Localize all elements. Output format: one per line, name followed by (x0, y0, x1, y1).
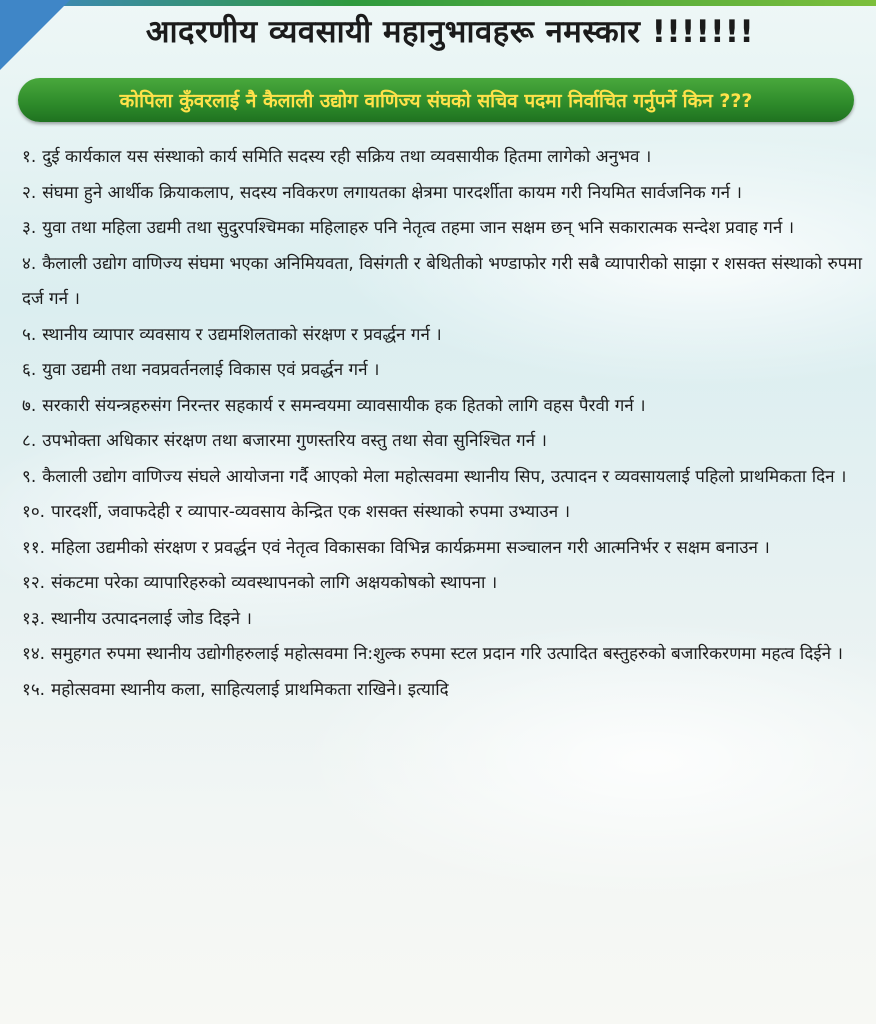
item-number: ७. (22, 395, 37, 416)
list-item (22, 176, 862, 212)
item-text: महिला उद्यमीको संरक्षण र प्रवर्द्धन एवं नेतृत्व विकासका विभिन्न कार्यक्रममा सञ्चालन गरी आत्मनिर्भर र सक्षम बनाउन । (51, 537, 770, 558)
list-item (22, 495, 862, 531)
item-number: ५. (22, 324, 37, 345)
item-number: १२. (22, 573, 46, 593)
item-number: १५. (22, 679, 46, 700)
item-number: १४. (22, 644, 46, 664)
item-number: ६. (22, 360, 37, 380)
list-item (22, 460, 862, 496)
item-number: १०. (22, 502, 46, 522)
list-item (22, 140, 862, 176)
item-text: संघमा हुने आर्थीक क्रियाकलाप, सदस्य नविकरण लगायतका क्षेत्रमा पारदर्शीता कायम गरी नियमित सार्वजनिक गर्न । (42, 182, 742, 203)
list-item (22, 247, 862, 318)
item-number: ११. (22, 537, 46, 558)
item-number: १. (22, 147, 37, 167)
item-text: पारदर्शी, जवाफदेही र व्यापार-व्यवसाय केन्द्रित एक शसक्त संस्थाको रुपमा उभ्याउन । (51, 502, 571, 522)
item-number: ३. (22, 218, 37, 238)
item-text: महोत्सवमा स्थानीय कला, साहित्यलाई प्राथमिकता राखिने। इत्यादि (51, 679, 449, 700)
item-text: सरकारी संयन्त्रहरुसंग निरन्तर सहकार्य र समन्वयमा व्यावसायीक हक हितको लागि वहस पैरवी गर्न । (42, 395, 646, 416)
list-item (22, 637, 862, 673)
subtitle-banner (18, 78, 854, 122)
item-text: कैलाली उद्योग वाणिज्य संघले आयोजना गर्दै आएको मेला महोत्सवमा स्थानीय सिप, उत्पादन र व्यवसायलाई पहिलो प्राथमिकता दिन । (42, 466, 847, 487)
list-item (22, 211, 862, 247)
list-item (22, 531, 862, 567)
item-text: स्थानीय व्यापार व्यवसाय र उद्यमशिलताको संरक्षण र प्रवर्द्धन गर्न । (42, 324, 442, 345)
item-number: २. (22, 182, 37, 203)
item-text: युवा उद्यमी तथा नवप्रवर्तनलाई विकास एवं प्रवर्द्धन गर्न । (42, 360, 380, 380)
item-text: स्थानीय उत्पादनलाई जोड दिइने । (51, 608, 252, 629)
item-number: ९. (22, 466, 37, 487)
list-item (22, 318, 862, 354)
item-text: दुई कार्यकाल यस संस्थाको कार्य समिति सदस्य रही सक्रिय तथा व्यवसायीक हितमा लागेको अनुभव । (42, 147, 652, 167)
list-item (22, 389, 862, 425)
item-text: युवा तथा महिला उद्यमी तथा सुदुरपश्चिमका महिलाहरु पनि नेतृत्व तहमा जान सक्षम छन् भनि सकारात्मक सन्देश प्रवाह गर्न । (42, 218, 795, 238)
subtitle-text: कोपिला कुँवरलाई नै कैलाली उद्योग वाणिज्य संघको सचिव पदमा निर्वाचित गर्नुपर्ने किन ??? (119, 90, 753, 112)
item-text: समुहगत रुपमा स्थानीय उद्योगीहरुलाई महोत्सवमा नि:शुल्क रुपमा स्टल प्रदान गरि उत्पादित बस्तुहरुको बजारिकरणमा महत्व दिईने । (51, 644, 843, 664)
list-item (22, 673, 862, 709)
item-number: ४. (22, 253, 37, 274)
list-item (22, 602, 862, 638)
agenda-list (22, 140, 862, 708)
list-item (22, 566, 862, 602)
top-color-strip (0, 0, 876, 6)
item-text: उपभोक्ता अधिकार संरक्षण तथा बजारमा गुणस्तरिय वस्तु तथा सेवा सुनिश्चित गर्न । (42, 431, 547, 451)
item-text: संकटमा परेका व्यापारिहरुको व्यवस्थापनको लागि अक्षयकोषको स्थापना । (51, 573, 498, 593)
item-number: १३. (22, 608, 46, 629)
item-text: कैलाली उद्योग वाणिज्य संघमा भएका अनिमियवता, विसंगती र बेथितीको भण्डाफोर गरी सबै व्यापारीको साझा र शसक्त संस्थाको रुपमा दर्ज गर्न । (22, 253, 862, 309)
list-item (22, 424, 862, 460)
headline: आदरणीय व्यवसायी महानुभावहरू नमस्कार !!!!!!! (145, 14, 755, 50)
item-number: ८. (22, 431, 37, 451)
list-item (22, 353, 862, 389)
